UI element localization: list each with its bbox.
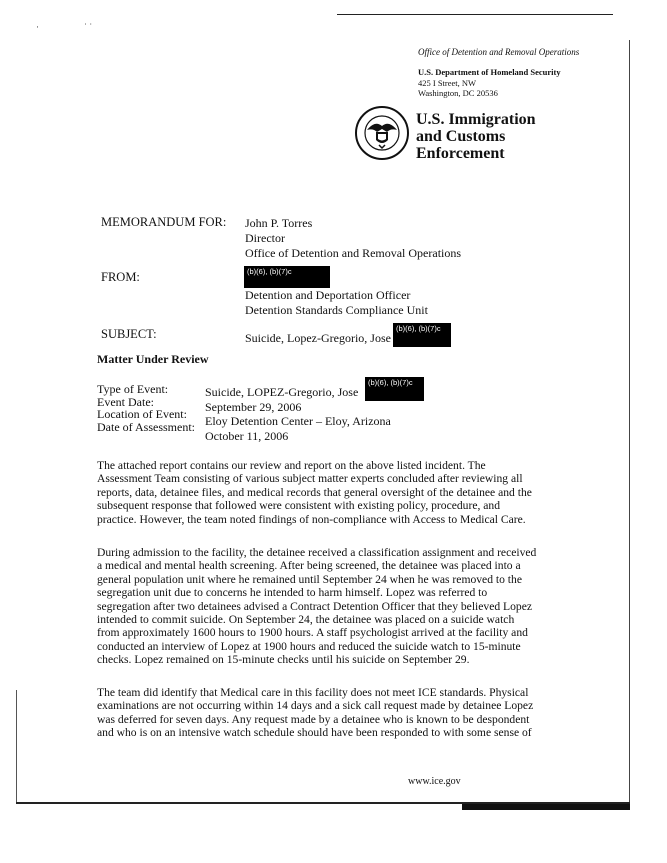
paragraph-line: a medical and mental health screening. After being screened, the detainee was placed into a <box>97 559 521 573</box>
paragraph-line: Assessment Team consisting of various subject matter experts concluded after reviewing all <box>97 472 523 486</box>
dhs-seal-icon <box>355 106 409 160</box>
office-line: Office of Detention and Removal Operations <box>418 47 580 57</box>
paragraph-line: subsequent response that followed were consistent with existing policy, procedure, and <box>97 499 500 513</box>
paragraph-line: and who is on an intensive watch schedule should have been responded to with some sense of <box>97 726 532 740</box>
paragraph-line: from approximately 1600 hours to 1900 hours. A staff psychologist arrived at the facility and <box>97 626 528 640</box>
paragraph-line: conducted an interview of Lopez at 1900 hours and reduced the suicide watch to 15-minute <box>97 639 521 653</box>
subject-redaction: (b)(6), (b)(7)c <box>393 323 451 347</box>
sender-unit: Detention Standards Compliance Unit <box>245 303 428 317</box>
paragraph-medical <box>97 686 549 740</box>
agency-line-2: and Customs <box>416 128 506 145</box>
recipient-title: Director <box>245 231 285 245</box>
right-scan-edge <box>629 40 630 810</box>
top-scan-line <box>337 14 613 15</box>
memo-from-label: FROM: <box>101 270 140 284</box>
review-labels <box>97 383 195 433</box>
recipient-office: Office of Detention and Removal Operations <box>245 246 462 260</box>
paragraph-line: segregation after two detainees advised a Contract Detention Officer that they believed Lopez <box>97 599 533 613</box>
paragraph-line: The attached report contains our review and report on the above listed incident. The <box>97 459 486 472</box>
memo-for-recipient <box>245 216 461 261</box>
event-date-value: September 29, 2006 <box>205 399 302 414</box>
paragraph-line: checks. Lopez remained on 15-minute checks until his suicide on September 29. <box>97 653 470 667</box>
paragraph-admission <box>97 546 549 667</box>
department-name: U.S. Department of Homeland Security <box>418 67 561 77</box>
review-values <box>205 385 391 443</box>
memo-for-label: MEMORANDUM FOR: <box>101 215 227 229</box>
memo-subject-value: Suicide, Lopez-Gregorio, Jose <box>245 331 391 345</box>
paragraph-line: reports, data, detainee files, and medical records that general oversight of the detainee and the <box>97 485 532 499</box>
from-redaction: (b)(6), (b)(7)c <box>244 266 330 288</box>
paragraph-line: general population unit where he remained until September 24 when he was removed to the <box>97 572 522 586</box>
paragraph-line: was deferred for seven days. Any request made by a detainee who is known to be despondent <box>97 712 530 726</box>
agency-name <box>416 111 536 162</box>
type-of-event-label: Type of Event: <box>97 382 169 396</box>
paragraph-line: examinations are not occurring within 14 days and a sick call request made by detainee Lopez <box>97 699 534 713</box>
recipient-name: John P. Torres <box>245 216 313 230</box>
agency-line-1: U.S. Immigration <box>416 111 536 128</box>
review-heading: Matter Under Review <box>97 352 209 366</box>
paragraph-line: The team did identify that Medical care in this facility does not meet ICE standards. Physical <box>97 686 529 699</box>
location-value: Eloy Detention Center – Eloy, Arizona <box>205 414 391 428</box>
type-redaction: (b)(6), (b)(7)c <box>365 377 424 401</box>
street-address: 425 I Street, NW <box>418 77 477 88</box>
paragraph-line: segregation unit due to concerns he intended to harm himself. Lopez was referred to <box>97 586 488 600</box>
paragraph-line: During admission to the facility, the detainee received a classification assignment and received <box>97 546 537 559</box>
footer-website: www.ice.gov <box>408 776 461 787</box>
event-date-label: Event Date: <box>97 394 154 409</box>
memo-subject-label: SUBJECT: <box>101 327 157 341</box>
location-label: Location of Event: <box>97 407 187 421</box>
paragraph-line: practice. However, the team noted findings of non-compliance with Access to Medical Care. <box>97 512 526 526</box>
agency-line-3: Enforcement <box>416 145 505 162</box>
scan-specks: · ˙ ˙ <box>36 22 93 32</box>
sender-title: Detention and Deportation Officer <box>245 288 411 302</box>
paragraph-line: intended to commit suicide. On September 24, the detainee was placed on a suicide watch <box>97 613 515 627</box>
left-scan-edge <box>16 690 17 802</box>
memo-from-sender <box>245 288 428 318</box>
type-of-event-value: Suicide, LOPEZ-Gregorio, Jose <box>205 385 359 399</box>
assessment-date-value: October 11, 2006 <box>205 428 289 443</box>
paragraph-summary <box>97 459 549 526</box>
city-address: Washington, DC 20536 <box>418 88 498 98</box>
address-block <box>418 67 561 99</box>
assessment-date-label: Date of Assessment: <box>97 419 195 434</box>
bottom-scan-bar <box>462 804 630 810</box>
